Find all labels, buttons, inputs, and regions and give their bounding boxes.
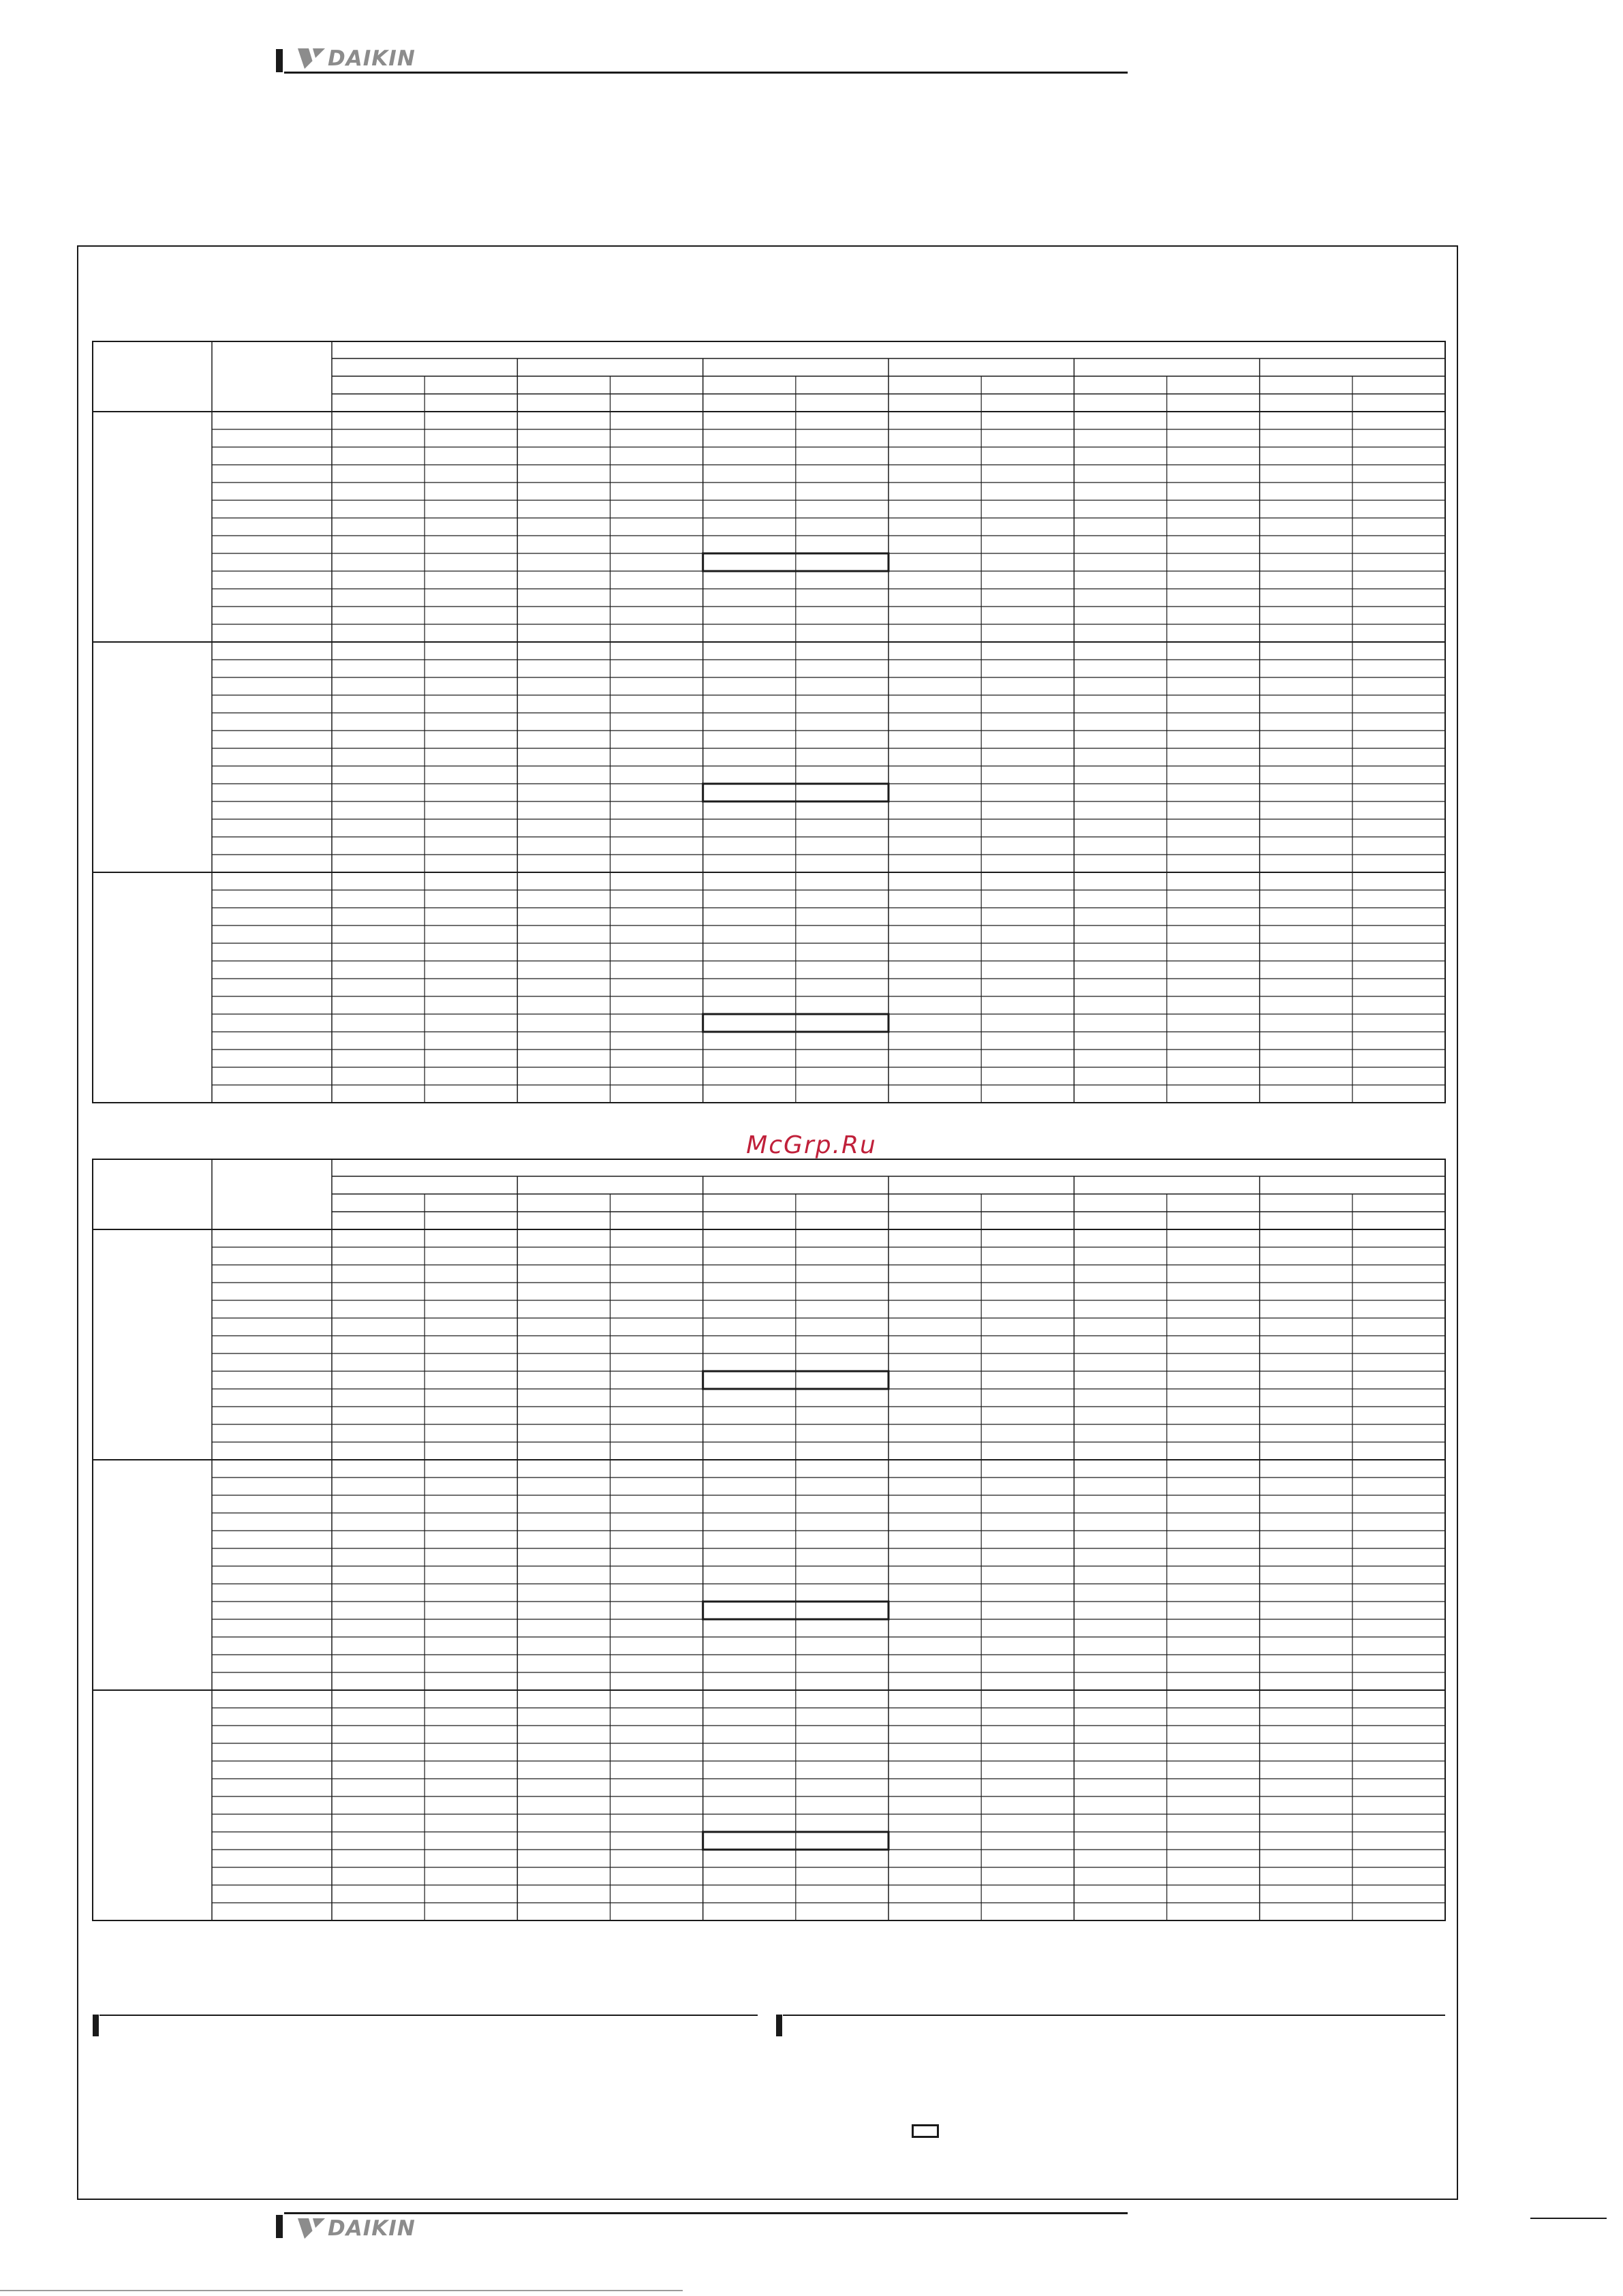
watermark-text: McGrp.Ru [746,1131,877,1159]
footer-marker-bar [276,2215,283,2238]
footer-brand-name: DAIKIN [328,2216,416,2241]
section-right-marker [776,2015,782,2036]
legend-box [912,2124,939,2138]
bottom-strip [0,2290,683,2291]
section-header-left [93,2013,758,2038]
capacity-table-1-border [93,341,1445,1103]
page-footer [276,2212,1128,2239]
section-header-right [776,2013,1445,2038]
page-number-rule [1530,2218,1607,2219]
footer-brand-logo [295,2216,416,2241]
brand-name: DAIKIN [328,46,416,71]
daikin-logo-icon [295,2217,326,2240]
footer-rule [284,2212,1128,2214]
section-right-rule [783,2015,1445,2016]
capacity-table-2-border [93,1159,1445,1920]
section-left-marker [93,2015,99,2036]
section-left-rule [99,2015,758,2016]
